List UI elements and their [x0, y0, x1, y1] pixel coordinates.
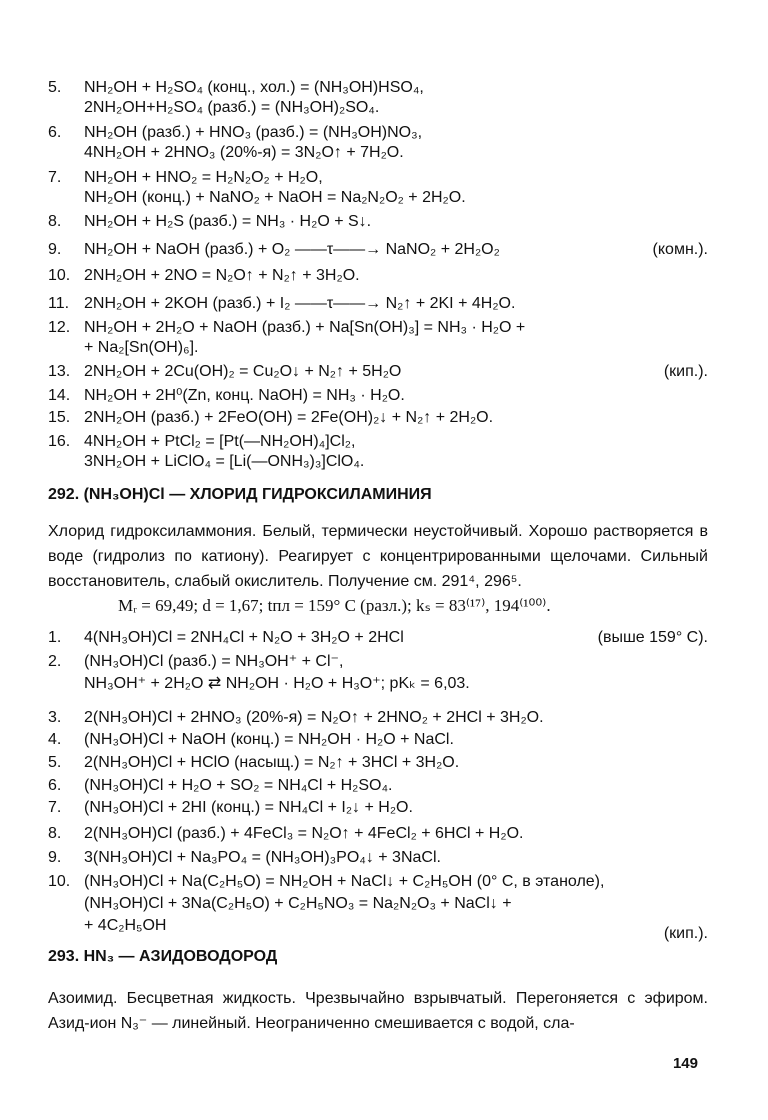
- reaction-equation-line: 2NH₂OH (разб.) + 2FeO(OH) = 2Fe(OH)₂↓ + N₂↑ + 2H₂O.: [84, 409, 494, 426]
- reaction-item: [48, 776, 708, 798]
- section-292-heading: 292. (NH₃OH)Cl — ХЛОРИД ГИДРОКСИЛАМИНИЯ: [48, 486, 432, 503]
- reaction-item: [48, 212, 708, 232]
- reaction-equation-line: 2(NH₃OH)Cl + 2HNO₃ (20%-я) = N₂O↑ + 2HNO₂ + 2HCl + 3H₂O.: [84, 709, 544, 726]
- reaction-equation-line: NH₂OH + H₂SO₄ (конц., хол.) = (NH₃OH)HSO₄,: [84, 79, 424, 96]
- reaction-equation-line: 2(NH₃OH)Cl (разб.) + 4FeCl₃ = N₂O↑ + 4FeCl₂ + 6HCl + H₂O.: [84, 825, 524, 842]
- reaction-number: 7.: [48, 799, 62, 816]
- reaction-number: 15.: [48, 409, 71, 426]
- reaction-number: 5.: [48, 79, 62, 96]
- reaction-item: [48, 798, 708, 820]
- reaction-condition-note: (выше 159° C).: [597, 629, 708, 646]
- reaction-number: 12.: [48, 319, 71, 336]
- reaction-number: 6.: [48, 124, 62, 141]
- reaction-equation-line: (NH₃OH)Cl + Na(C₂H₅O) = NH₂OH + NaCl↓ + C₂H₅OH (0° C, в этаноле),: [84, 873, 605, 890]
- reaction-item: [48, 240, 708, 260]
- reaction-number: 16.: [48, 433, 71, 450]
- reaction-number: 2.: [48, 653, 62, 670]
- reaction-item: [48, 318, 708, 358]
- reaction-item: [48, 848, 708, 870]
- reaction-equation-line: NH₃OH⁺ + 2H₂O ⇄ NH₂OH · H₂O + H₃O⁺; pKₖ = 6,03.: [84, 675, 470, 692]
- reaction-item: [48, 753, 708, 775]
- reaction-equation-line: NH₂OH + 2H₂O + NaOH (разб.) + Na[Sn(OH)₃] = NH₃ · H₂O +: [84, 319, 526, 336]
- reaction-number: 3.: [48, 709, 62, 726]
- reaction-equation-line: + 4C₂H₅OH: [84, 917, 167, 934]
- reaction-equation-line: NH₂OH + HNO₂ = H₂N₂O₂ + H₂O,: [84, 169, 323, 186]
- reaction-item: [48, 294, 708, 314]
- reaction-equation-line: NH₂OH (разб.) + HNO₃ (разб.) = (NH₃OH)NO₃,: [84, 124, 423, 141]
- reaction-equation-line: (NH₃OH)Cl + NaOH (конц.) = NH₂OH · H₂O + NaCl.: [84, 731, 454, 748]
- reaction-item: [48, 708, 708, 730]
- section-292-properties: Mᵣ = 69,49; d = 1,67; tпл = 159° C (разл.); kₛ = 83⁽¹⁷⁾, 194⁽¹⁰⁰⁾.: [118, 596, 551, 615]
- reaction-equation-line: (NH₃OH)Cl (разб.) = NH₃OH⁺ + Cl⁻,: [84, 653, 344, 670]
- reaction-equation-line: + Na₂[Sn(OH)₆].: [84, 339, 199, 356]
- reaction-item: [48, 123, 708, 163]
- section-293-description: Азоимид. Бесцветная жидкость. Чрезвычайно взрывчатый. Перегоняется с эфиром. Азид-ион N₃⁻ — линейный. Неограниченно смешивается с водой, сла-: [48, 990, 708, 1032]
- reaction-number: 9.: [48, 849, 62, 866]
- reaction-item: [48, 432, 708, 472]
- reaction-item: [48, 652, 708, 696]
- reaction-number: 10.: [48, 267, 71, 284]
- reaction-number: 10.: [48, 873, 71, 890]
- reaction-item: [48, 78, 708, 118]
- page-number: 149: [672, 1055, 698, 1072]
- reaction-condition-note: (комн.).: [652, 241, 708, 258]
- section-293-heading: 293. HN₃ — АЗИДОВОДОРОД: [48, 948, 278, 965]
- reaction-equation-line: 3NH₂OH + LiClO₄ = [Li(—ONH₃)₃]ClO₄.: [84, 453, 365, 470]
- reaction-equation-line: 2NH₂OH + 2KOH (разб.) + I₂ ——τ——→ N₂↑ + 2KI + 4H₂O.: [84, 295, 516, 312]
- reaction-equation-line: NH₂OH + NaOH (разб.) + O₂ ——τ——→ NaNO₂ + 2H₂O₂: [84, 241, 500, 258]
- reaction-number: 8.: [48, 825, 62, 842]
- reaction-equation-line: 2(NH₃OH)Cl + HClO (насыщ.) = N₂↑ + 3HCl + 3H₂O.: [84, 754, 460, 771]
- reaction-equation-line: NH₂OH + H₂S (разб.) = NH₃ · H₂O + S↓.: [84, 213, 372, 230]
- reaction-item: [48, 872, 708, 942]
- reaction-equation-line: (NH₃OH)Cl + H₂O + SO₂ = NH₄Cl + H₂SO₄.: [84, 777, 393, 794]
- reaction-number: 6.: [48, 777, 62, 794]
- reaction-equation-line: NH₂OH (конц.) + NaNO₂ + NaOH = Na₂N₂O₂ + 2H₂O.: [84, 189, 466, 206]
- reaction-number: 11.: [48, 295, 70, 312]
- reaction-equation-line: (NH₃OH)Cl + 3Na(C₂H₅O) + C₂H₅NO₃ = Na₂N₂O₃ + NaCl↓ +: [84, 895, 512, 912]
- reaction-equation-line: 4NH₂OH + 2HNO₃ (20%-я) = 3N₂O↑ + 7H₂O.: [84, 144, 404, 161]
- reaction-item: [48, 362, 708, 382]
- reaction-number: 7.: [48, 169, 62, 186]
- reaction-number: 13.: [48, 363, 71, 380]
- reaction-item: [48, 168, 708, 208]
- reaction-item: [48, 386, 708, 406]
- reaction-number: 1.: [48, 629, 62, 646]
- reaction-equation-line: 2NH₂OH + 2Cu(OH)₂ = Cu₂O↓ + N₂↑ + 5H₂O: [84, 363, 402, 380]
- reaction-equation-line: 4NH₂OH + PtCl₂ = [Pt(—NH₂OH)₄]Cl₂,: [84, 433, 356, 450]
- reaction-item: [48, 408, 708, 428]
- reaction-item: [48, 266, 708, 286]
- reaction-condition-note: (кип.).: [663, 925, 708, 942]
- reaction-condition-note: (кип.).: [663, 363, 708, 380]
- reaction-equation-line: (NH₃OH)Cl + 2HI (конц.) = NH₄Cl + I₂↓ + H₂O.: [84, 799, 413, 816]
- reaction-number: 4.: [48, 731, 62, 748]
- reaction-number: 9.: [48, 241, 62, 258]
- reaction-equation-line: 2NH₂OH + 2NO = N₂O↑ + N₂↑ + 3H₂O.: [84, 267, 360, 284]
- reaction-equation-line: 2NH₂OH+H₂SO₄ (разб.) = (NH₃OH)₂SO₄.: [84, 99, 380, 116]
- reaction-item: [48, 730, 708, 752]
- reaction-equation-line: 4(NH₃OH)Cl = 2NH₄Cl + N₂O + 3H₂O + 2HCl: [84, 629, 404, 646]
- reaction-item: [48, 628, 708, 650]
- reaction-item: [48, 824, 708, 846]
- reaction-number: 5.: [48, 754, 62, 771]
- reaction-number: 14.: [48, 387, 71, 404]
- reaction-number: 8.: [48, 213, 62, 230]
- reaction-equation-line: NH₂OH + 2H⁰(Zn, конц. NaOH) = NH₃ · H₂O.: [84, 387, 405, 404]
- section-292-description: Хлорид гидроксиламмония. Белый, термически неустойчивый. Хорошо растворяется в воде (гидролиз по катиону). Реагирует с концентрированными щелочами. Сильный восстановитель, слабый окислитель. Получение см. 291⁴, 296⁵.: [48, 523, 708, 590]
- reaction-equation-line: 3(NH₃OH)Cl + Na₃PO₄ = (NH₃OH)₃PO₄↓ + 3NaCl.: [84, 849, 441, 866]
